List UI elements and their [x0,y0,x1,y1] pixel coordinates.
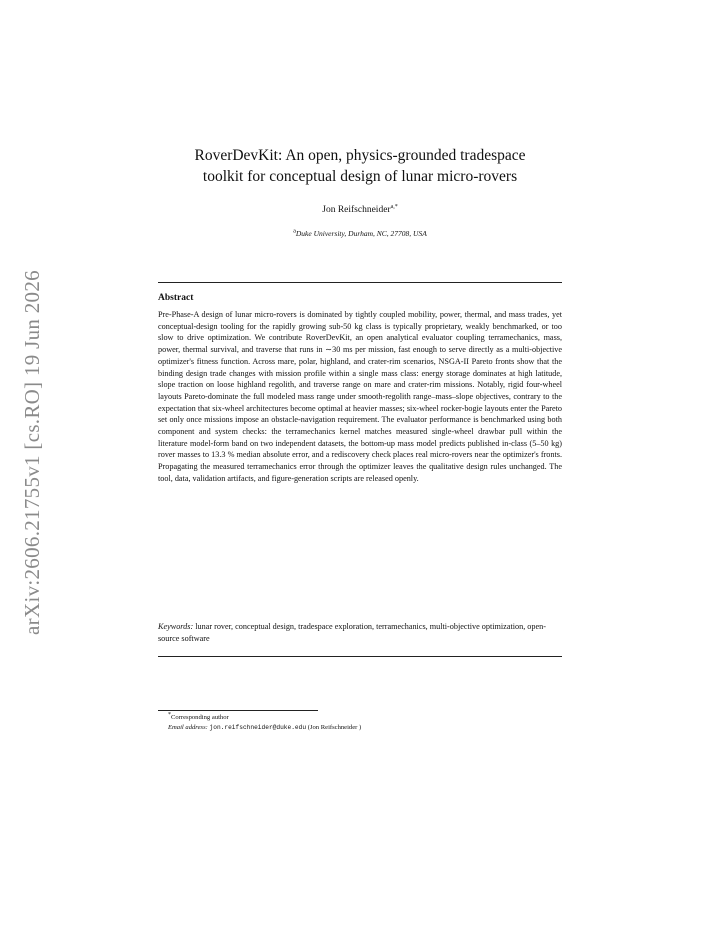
affiliation-mark: a [293,228,296,235]
footnote-mark: * [168,711,171,718]
keywords-label: Keywords: [158,622,194,631]
arxiv-identifier-stamp [12,262,52,642]
author-name: Jon Reifschneider [322,205,391,215]
footnote-email-line [168,723,568,733]
footnote-corresponding-text: Corresponding author [171,714,229,721]
abstract-body: Pre-Phase-A design of lunar micro-rovers is dominated by tightly coupled mobility, power, thermal, and mass trades, yet conceptual-design tooling for the rapidly growing sub-50 kg class is typically proprietary, weakly benchmarked, or too slow to drive optimization. We contribute RoverDevKit, an open analytical evaluator coupling terramechanics, mass, power, thermal survival, and traverse that runs in ∼30 ms per mission, fast enough to serve directly as a multi-objective optimizer's fitness function. Across mare, polar, highland, and crater-rim scenarios, NSGA-II Pareto fronts show that the binding design trade changes with mission profile within a single mass class: energy storage dominates at high latitude, slope traction on loose highland regolith, and traverse range on mare and crater-rim missions. Notably, rigid four-wheel layouts Pareto-dominate the full modeled mass range under smooth-regolith range–mass–slope objectives, contrary to the expectation that six-wheel architectures become optimal at heavier masses; six-wheel rocker-bogie layouts enter the Pareto set only once missions impose an obstacle-navigation requirement. The evaluator performance is benchmarked using both component and system checks: the terramechanics kernel matches measured single-wheel drawbar pull within the literature model-form band on two independent datasets, the bottom-up mass model predicts published in-class (5–50 kg) rover masses to 13.3 % median absolute error, and a rediscovery check places real micro-rovers near the optimizer's fronts. Propagating the measured terramechanics error through the optimizer leaves the qualitative design rules unchanged. The tool, data, validation artifacts, and figure-generation scripts are released openly. [158,310,562,483]
footnote [168,713,568,733]
paper-title-line-2: toolkit for conceptual design of lunar micro-rovers [202,168,518,185]
abstract-bottom-rule [158,656,562,657]
email-label: Email address: [168,724,208,731]
author-line [120,205,600,215]
arxiv-identifier-text: arXiv:2606.21755v1 [cs.RO] 19 Jun 2026 [19,269,44,635]
abstract-section [158,293,562,485]
affiliation-text: Duke University, Durham, NC, 27708, USA [295,229,427,238]
footnote-corresponding [168,713,568,723]
paper-title-line-1: RoverDevKit: An open, physics-grounded tradespace [194,147,526,164]
author-marks: a,* [390,203,398,210]
keywords-text: lunar rover, conceptual design, tradespace exploration, terramechanics, multi-objective optimization, open-source software [158,622,546,643]
footnote-rule [158,710,318,711]
abstract-top-rule [158,282,562,283]
abstract-heading: Abstract [158,293,194,303]
email-address: jon.reifschneider@duke.edu [209,724,307,731]
keywords-section [158,621,562,644]
affiliation-line [120,229,600,238]
email-owner: (Jon Reifschneider ) [307,724,362,731]
paper-title [120,145,600,187]
